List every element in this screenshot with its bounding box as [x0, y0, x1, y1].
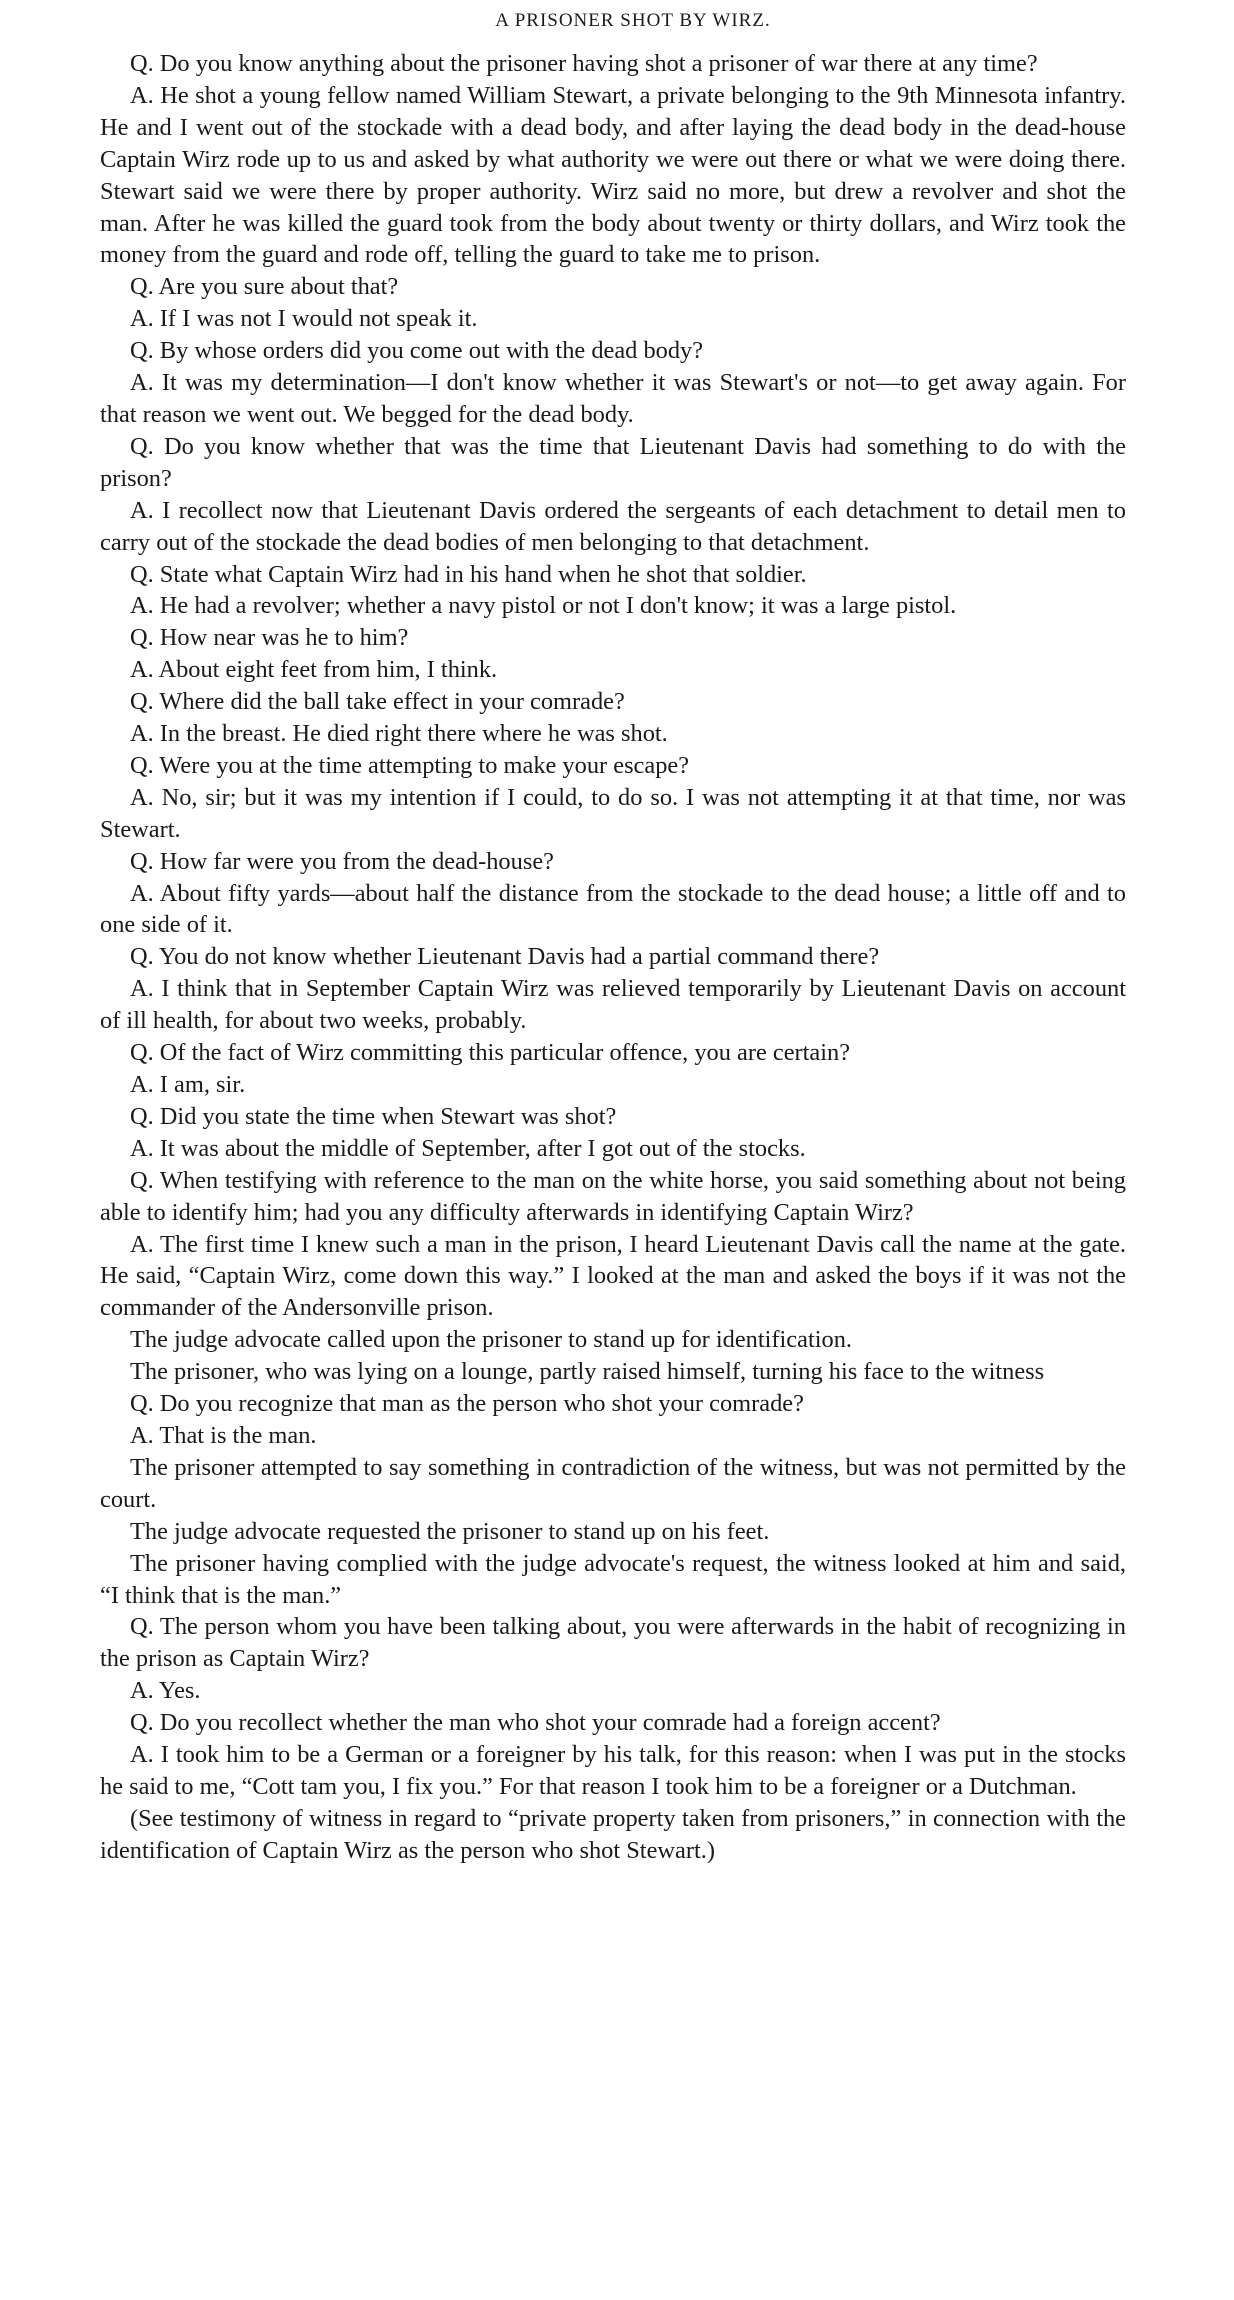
paragraph: A. No, sir; but it was my intention if I could, to do so. I was not attempting it at that time, nor was Stewart. [100, 783, 1126, 843]
paragraph: Q. Do you know whether that was the time that Lieutenant Davis had something to do with the prison? [100, 432, 1126, 492]
paragraph: A. In the breast. He died right there where he was shot. [130, 720, 668, 748]
paragraph: The prisoner, who was lying on a lounge, partly raised himself, turning his face to the witness [130, 1358, 1045, 1386]
paragraph: A. That is the man. [130, 1421, 317, 1449]
paragraph: The prisoner attempted to say something in contradiction of the witness, but was not permitted by the court. [100, 1453, 1126, 1513]
paragraph: A. I took him to be a German or a foreigner by his talk, for this reason: when I was put in the stocks he said to me, “Cott tam you, I fix you.” For that reason I took him to be a foreigner or a Dutchman. [100, 1741, 1126, 1800]
paragraph: A. I recollect now that Lieutenant Davis ordered the sergeants of each detachment to detail men to carry out of the stockade the dead bodies of men belonging to that detachment. [100, 496, 1126, 556]
paragraph: Q. State what Captain Wirz had in his hand when he shot that soldier. [130, 560, 807, 588]
paragraph: Q. You do not know whether Lieutenant Davis had a partial command there? [130, 943, 880, 971]
paragraph: Q. Were you at the time attempting to make your escape? [130, 751, 690, 779]
paragraph: A. It was my determination—I don't know whether it was Stewart's or not—to get away again. For that reason we went out. We begged for the dead body. [100, 369, 1126, 428]
paragraph: Q. Do you know anything about the prisoner having shot a prisoner of war there at any time? [130, 50, 1038, 77]
paragraph: Q. Of the fact of Wirz committing this particular offence, you are certain? [130, 1039, 851, 1067]
paragraph: A. About eight feet from him, I think. [130, 656, 498, 684]
paragraph: The judge advocate called upon the prisoner to stand up for identification. [130, 1326, 853, 1354]
paragraph: Q. How near was he to him? [130, 624, 409, 652]
paragraph: Q. Did you state the time when Stewart was shot? [130, 1102, 617, 1130]
running-head: A PRISONER SHOT BY WIRZ. [495, 10, 771, 31]
paragraph: A. He had a revolver; whether a navy pistol or not I don't know; it was a large pistol. [130, 592, 957, 620]
paragraph: The judge advocate requested the prisoner to stand up on his feet. [130, 1517, 770, 1545]
paragraph: A. About fifty yards—about half the distance from the stockade to the dead house; a little off and to one side of it. [100, 879, 1126, 939]
paragraph: Q. Do you recognize that man as the person who shot your comrade? [130, 1390, 804, 1418]
paragraph: Q. When testifying with reference to the man on the white horse, you said something about not being able to identify him; had you any difficulty afterwards in identifying Captain Wirz? [100, 1166, 1126, 1226]
paragraph: A. I think that in September Captain Wirz was relieved temporarily by Lieutenant Davis on account of ill health, for about two weeks, probably. [100, 975, 1126, 1035]
paragraph: A. It was about the middle of September, after I got out of the stocks. [130, 1134, 806, 1162]
paragraph: A. Yes. [130, 1677, 201, 1705]
paragraph: (See testimony of witness in regard to “private property taken from prisoners,” in connection with the identification of Captain Wirz as the person who shot Stewart.) [100, 1804, 1126, 1864]
paragraph: A. The first time I knew such a man in the prison, I heard Lieutenant Davis call the name at the gate. He said, “Captain Wirz, come down this way.” I looked at the man and asked the boys if it was not the commander of the Andersonville prison. [100, 1230, 1126, 1322]
paragraph: Q. The person whom you have been talking about, you were afterwards in the habit of recognizing in the prison as Captain Wirz? [100, 1613, 1126, 1673]
paragraph: A. I am, sir. [130, 1071, 246, 1098]
paragraph: Q. Are you sure about that? [130, 273, 399, 301]
paragraph: Q. Do you recollect whether the man who shot your comrade had a foreign accent? [130, 1709, 941, 1737]
document-text [100, 48, 1126, 1867]
paragraph: A. He shot a young fellow named William Stewart, a private belonging to the 9th Minnesota infantry. He and I went out of the stockade with a dead body, and after laying the dead body in the dead-house Captain Wirz rode up to us and asked by what authority we were out there or what we were doing there. Stewart said we were there by proper authority. Wirz said no more, but drew a revolver and shot the man. After he was killed the guard took from the body about twenty or thirty dollars, and Wirz took the money from the guard and rode off, telling the guard to take me to prison. [100, 81, 1126, 269]
paragraph: The prisoner having complied with the judge advocate's request, the witness looked at him and said, “I think that is the man.” [100, 1549, 1126, 1609]
paragraph: Q. How far were you from the dead-house? [130, 847, 554, 875]
paragraph: A. If I was not I would not speak it. [130, 305, 478, 333]
paragraph: Q. Where did the ball take effect in your comrade? [130, 688, 625, 716]
paragraph: Q. By whose orders did you come out with the dead body? [130, 337, 704, 365]
